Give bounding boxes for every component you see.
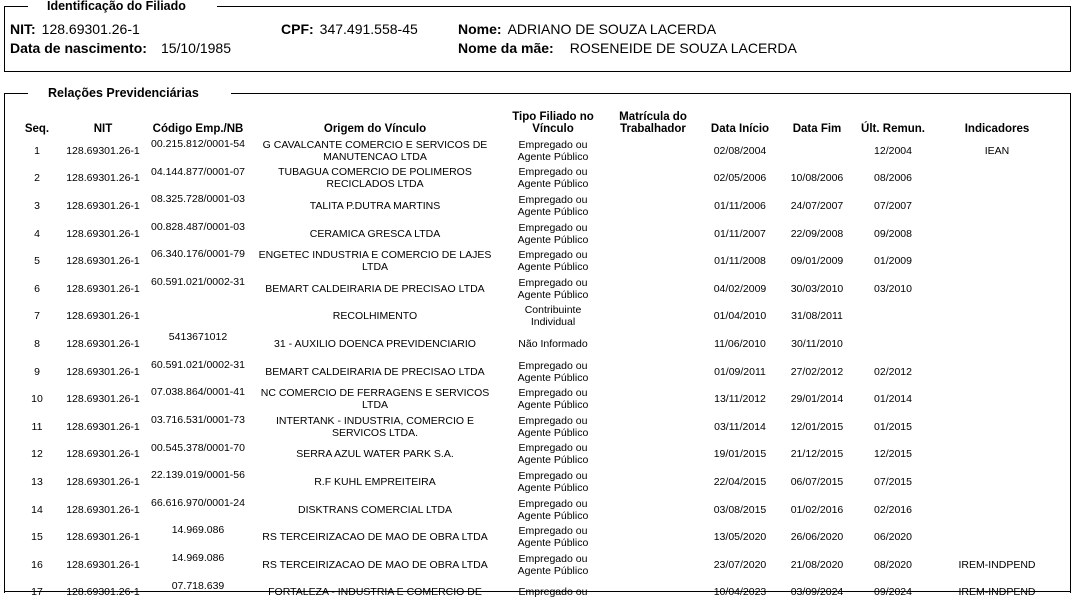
cell-tipo: Empregado ou [500, 579, 606, 606]
cell-nit: 128.69301.26-1 [60, 413, 146, 441]
cell-origem: RS TERCEIRIZACAO DE MAO DE OBRA LTDA [250, 551, 500, 579]
header-tipo: Tipo Filiado no Vínculo [500, 111, 606, 137]
table-row [14, 192, 1062, 220]
cell-fim: 21/08/2020 [780, 551, 854, 579]
table-header-row [14, 111, 1062, 137]
cell-fim: 31/08/2011 [780, 303, 854, 331]
cell-tipo: Empregado ou Agente Público [500, 220, 606, 248]
cell-indicadores: IREM-INDPEND [932, 579, 1062, 606]
cell-codigo: 5413671012 [146, 330, 250, 358]
mae-field [458, 40, 797, 56]
table-row [14, 165, 1062, 193]
cell-fim [780, 137, 854, 165]
cell-nit: 128.69301.26-1 [60, 551, 146, 579]
cell-codigo [146, 303, 250, 331]
cell-indicadores [932, 303, 1062, 331]
cell-seq: 7 [14, 303, 60, 331]
nascimento-label: Data de nascimento: [10, 40, 147, 56]
cell-codigo: 60.591.021/0002-31 [146, 358, 250, 386]
cell-codigo: 08.325.728/0001-03 [146, 192, 250, 220]
cell-tipo: Empregado ou Agente Público [500, 358, 606, 386]
cell-remun: 06/2020 [854, 523, 932, 551]
relacoes-legend: Relações Previdenciárias [38, 86, 209, 100]
cell-origem: G CAVALCANTE COMERCIO E SERVICOS DE MANUTENCAO LTDA [250, 137, 500, 165]
cell-indicadores [932, 468, 1062, 496]
cell-fim: 24/07/2007 [780, 192, 854, 220]
cell-seq: 13 [14, 468, 60, 496]
cell-inicio: 03/11/2014 [700, 413, 780, 441]
cell-matricula [606, 303, 700, 331]
cell-seq: 9 [14, 358, 60, 386]
cell-nit: 128.69301.26-1 [60, 468, 146, 496]
cell-origem: DISKTRANS COMERCIAL LTDA [250, 496, 500, 524]
cell-indicadores [932, 165, 1062, 193]
cell-fim: 12/01/2015 [780, 413, 854, 441]
nome-value: ADRIANO DE SOUZA LACERDA [508, 21, 717, 37]
cell-inicio: 13/11/2012 [700, 385, 780, 413]
identificacao-legend: Identificação do Filiado [37, 0, 196, 13]
cell-inicio: 02/08/2004 [700, 137, 780, 165]
cell-tipo: Empregado ou Agente Público [500, 413, 606, 441]
cell-seq: 16 [14, 551, 60, 579]
cell-matricula [606, 468, 700, 496]
relacoes-table [14, 111, 1062, 606]
table-row [14, 330, 1062, 358]
table-row [14, 358, 1062, 386]
cell-nit: 128.69301.26-1 [60, 523, 146, 551]
cpf-label: CPF: [281, 21, 314, 37]
table-row [14, 303, 1062, 331]
cell-matricula [606, 192, 700, 220]
cell-codigo: 22.139.019/0001-56 [146, 468, 250, 496]
cell-tipo: Empregado ou Agente Público [500, 247, 606, 275]
cell-indicadores [932, 413, 1062, 441]
cell-codigo: 07.038.864/0001-41 [146, 385, 250, 413]
cell-fim: 22/09/2008 [780, 220, 854, 248]
cell-fim: 29/01/2014 [780, 385, 854, 413]
cell-tipo: Empregado ou Agente Público [500, 165, 606, 193]
cell-inicio: 04/02/2009 [700, 275, 780, 303]
cell-matricula [606, 551, 700, 579]
cell-remun [854, 330, 932, 358]
cell-matricula [606, 413, 700, 441]
cell-origem: TALITA P.DUTRA MARTINS [250, 192, 500, 220]
cell-origem: CERAMICA GRESCA LTDA [250, 220, 500, 248]
cell-remun: 01/2009 [854, 247, 932, 275]
cell-origem: RS TERCEIRIZACAO DE MAO DE OBRA LTDA [250, 523, 500, 551]
cell-tipo: Empregado ou Agente Público [500, 275, 606, 303]
cell-nit: 128.69301.26-1 [60, 441, 146, 469]
cell-codigo: 14.969.086 [146, 523, 250, 551]
cell-matricula [606, 441, 700, 469]
cell-fim: 06/07/2015 [780, 468, 854, 496]
cell-tipo: Empregado ou Agente Público [500, 551, 606, 579]
cell-seq: 6 [14, 275, 60, 303]
cell-nit: 128.69301.26-1 [60, 330, 146, 358]
cell-seq: 4 [14, 220, 60, 248]
cell-origem: SERRA AZUL WATER PARK S.A. [250, 441, 500, 469]
cell-fim: 30/03/2010 [780, 275, 854, 303]
cell-fim: 10/08/2006 [780, 165, 854, 193]
header-inicio: Data Início [700, 111, 780, 137]
cell-remun: 02/2012 [854, 358, 932, 386]
cell-seq: 1 [14, 137, 60, 165]
cell-remun: 07/2015 [854, 468, 932, 496]
cell-fim: 01/02/2016 [780, 496, 854, 524]
cell-inicio: 01/11/2007 [700, 220, 780, 248]
cell-nit: 128.69301.26-1 [60, 275, 146, 303]
cell-matricula [606, 579, 700, 606]
cell-remun [854, 303, 932, 331]
cell-matricula [606, 165, 700, 193]
cell-fim: 26/06/2020 [780, 523, 854, 551]
cell-inicio: 19/01/2015 [700, 441, 780, 469]
cell-seq: 3 [14, 192, 60, 220]
table-row [14, 137, 1062, 165]
cell-seq: 12 [14, 441, 60, 469]
table-row [14, 441, 1062, 469]
cell-seq: 10 [14, 385, 60, 413]
header-nit: NIT [60, 111, 146, 137]
cell-indicadores [932, 275, 1062, 303]
header-matricula: Matrícula do Trabalhador [606, 111, 700, 137]
cell-inicio: 01/11/2006 [700, 192, 780, 220]
cell-nit: 128.69301.26-1 [60, 303, 146, 331]
cell-remun: 09/2024 [854, 579, 932, 606]
cpf-value: 347.491.558-45 [320, 21, 418, 37]
cell-inicio: 01/11/2008 [700, 247, 780, 275]
cell-indicadores [932, 523, 1062, 551]
cell-inicio: 13/05/2020 [700, 523, 780, 551]
cell-origem: BEMART CALDEIRARIA DE PRECISAO LTDA [250, 358, 500, 386]
cell-indicadores [932, 247, 1062, 275]
cell-seq: 2 [14, 165, 60, 193]
cell-inicio: 02/05/2006 [700, 165, 780, 193]
header-remun: Últ. Remun. [854, 111, 932, 137]
cell-tipo: Empregado ou Agente Público [500, 137, 606, 165]
table-row [14, 275, 1062, 303]
cell-indicadores: IREM-INDPEND [932, 551, 1062, 579]
cell-matricula [606, 496, 700, 524]
cell-fim: 03/09/2024 [780, 579, 854, 606]
cell-nit: 128.69301.26-1 [60, 165, 146, 193]
cell-tipo: Empregado ou Agente Público [500, 385, 606, 413]
cell-fim: 27/02/2012 [780, 358, 854, 386]
cell-remun: 08/2020 [854, 551, 932, 579]
cell-seq: 5 [14, 247, 60, 275]
cell-remun: 01/2015 [854, 413, 932, 441]
cell-tipo: Empregado ou Agente Público [500, 523, 606, 551]
header-fim: Data Fim [780, 111, 854, 137]
header-seq: Seq. [14, 111, 60, 137]
cell-nit: 128.69301.26-1 [60, 358, 146, 386]
cell-origem: FORTALEZA - INDUSTRIA E COMERCIO DE [250, 579, 500, 606]
cell-inicio: 22/04/2015 [700, 468, 780, 496]
table-body [14, 137, 1062, 606]
cell-seq: 15 [14, 523, 60, 551]
cell-indicadores [932, 358, 1062, 386]
cell-matricula [606, 358, 700, 386]
cell-seq: 14 [14, 496, 60, 524]
cell-indicadores: IEAN [932, 137, 1062, 165]
cell-tipo: Empregado ou Agente Público [500, 496, 606, 524]
cell-origem: ENGETEC INDUSTRIA E COMERCIO DE LAJES LTDA [250, 247, 500, 275]
cell-indicadores [932, 441, 1062, 469]
cell-remun: 12/2004 [854, 137, 932, 165]
cell-inicio: 10/04/2023 [700, 579, 780, 606]
cell-codigo: 06.340.176/0001-79 [146, 247, 250, 275]
cell-origem: INTERTANK - INDUSTRIA, COMERCIO E SERVICOS LTDA. [250, 413, 500, 441]
cell-inicio: 23/07/2020 [700, 551, 780, 579]
cpf-field [281, 21, 418, 37]
cell-origem: R.F KUHL EMPREITEIRA [250, 468, 500, 496]
cell-nit: 128.69301.26-1 [60, 192, 146, 220]
cell-matricula [606, 330, 700, 358]
cell-indicadores [932, 385, 1062, 413]
cell-indicadores [932, 192, 1062, 220]
nascimento-field [10, 40, 231, 56]
table-row [14, 385, 1062, 413]
identificacao-section [4, 6, 1071, 72]
cell-tipo: Empregado ou Agente Público [500, 441, 606, 469]
cell-inicio: 11/06/2010 [700, 330, 780, 358]
table-row [14, 496, 1062, 524]
header-origem: Origem do Vínculo [250, 111, 500, 137]
cell-matricula [606, 523, 700, 551]
cell-codigo: 00.828.487/0001-03 [146, 220, 250, 248]
cell-inicio: 01/09/2011 [700, 358, 780, 386]
cell-nit: 128.69301.26-1 [60, 220, 146, 248]
cell-tipo: Empregado ou Agente Público [500, 468, 606, 496]
cell-matricula [606, 247, 700, 275]
table-row [14, 551, 1062, 579]
header-indicadores: Indicadores [932, 111, 1062, 137]
cell-codigo: 66.616.970/0001-24 [146, 496, 250, 524]
cell-origem: BEMART CALDEIRARIA DE PRECISAO LTDA [250, 275, 500, 303]
table-row [14, 523, 1062, 551]
cell-inicio: 03/08/2015 [700, 496, 780, 524]
header-codigo: Código Emp./NB [146, 111, 250, 137]
table-row [14, 247, 1062, 275]
cell-codigo: 14.969.086 [146, 551, 250, 579]
cell-matricula [606, 137, 700, 165]
cell-remun: 01/2014 [854, 385, 932, 413]
nit-value: 128.69301.26-1 [42, 21, 140, 37]
table-row [14, 220, 1062, 248]
cell-remun: 02/2016 [854, 496, 932, 524]
nit-field [10, 21, 140, 37]
nit-label: NIT: [10, 21, 36, 37]
cell-codigo: 00.545.378/0001-70 [146, 441, 250, 469]
cell-seq: 11 [14, 413, 60, 441]
cell-indicadores [932, 220, 1062, 248]
cell-codigo: 60.591.021/0002-31 [146, 275, 250, 303]
cell-nit: 128.69301.26-1 [60, 247, 146, 275]
cell-remun: 07/2007 [854, 192, 932, 220]
cell-matricula [606, 385, 700, 413]
table-row [14, 579, 1062, 606]
cell-seq: 17 [14, 579, 60, 606]
cell-remun: 08/2006 [854, 165, 932, 193]
cell-tipo: Empregado ou Agente Público [500, 192, 606, 220]
cell-tipo: Contribuinte Individual [500, 303, 606, 331]
cell-nit: 128.69301.26-1 [60, 137, 146, 165]
cell-codigo: 03.716.531/0001-73 [146, 413, 250, 441]
cell-inicio: 01/04/2010 [700, 303, 780, 331]
cell-origem: NC COMERCIO DE FERRAGENS E SERVICOS LTDA [250, 385, 500, 413]
mae-value: ROSENEIDE DE SOUZA LACERDA [570, 40, 797, 56]
cell-remun: 09/2008 [854, 220, 932, 248]
cell-fim: 21/12/2015 [780, 441, 854, 469]
cell-codigo: 04.144.877/0001-07 [146, 165, 250, 193]
cell-remun: 12/2015 [854, 441, 932, 469]
cell-indicadores [932, 496, 1062, 524]
nome-field [458, 21, 716, 37]
cell-codigo: 07.718.639 [146, 579, 250, 606]
cell-origem: 31 - AUXILIO DOENCA PREVIDENCIARIO [250, 330, 500, 358]
cell-origem: RECOLHIMENTO [250, 303, 500, 331]
cell-fim: 30/11/2010 [780, 330, 854, 358]
cell-origem: TUBAGUA COMERCIO DE POLIMEROS RECICLADOS LTDA [250, 165, 500, 193]
cell-nit: 128.69301.26-1 [60, 496, 146, 524]
cell-seq: 8 [14, 330, 60, 358]
table-row [14, 468, 1062, 496]
table-row [14, 413, 1062, 441]
cell-matricula [606, 275, 700, 303]
cell-indicadores [932, 330, 1062, 358]
cell-nit: 128.69301.26-1 [60, 579, 146, 606]
cell-nit: 128.69301.26-1 [60, 385, 146, 413]
nome-label: Nome: [458, 21, 502, 37]
mae-label: Nome da mãe: [458, 40, 554, 56]
cell-remun: 03/2010 [854, 275, 932, 303]
nascimento-value: 15/10/1985 [161, 40, 231, 56]
cell-codigo: 00.215.812/0001-54 [146, 137, 250, 165]
cell-tipo: Não Informado [500, 330, 606, 358]
cell-fim: 09/01/2009 [780, 247, 854, 275]
cell-matricula [606, 220, 700, 248]
